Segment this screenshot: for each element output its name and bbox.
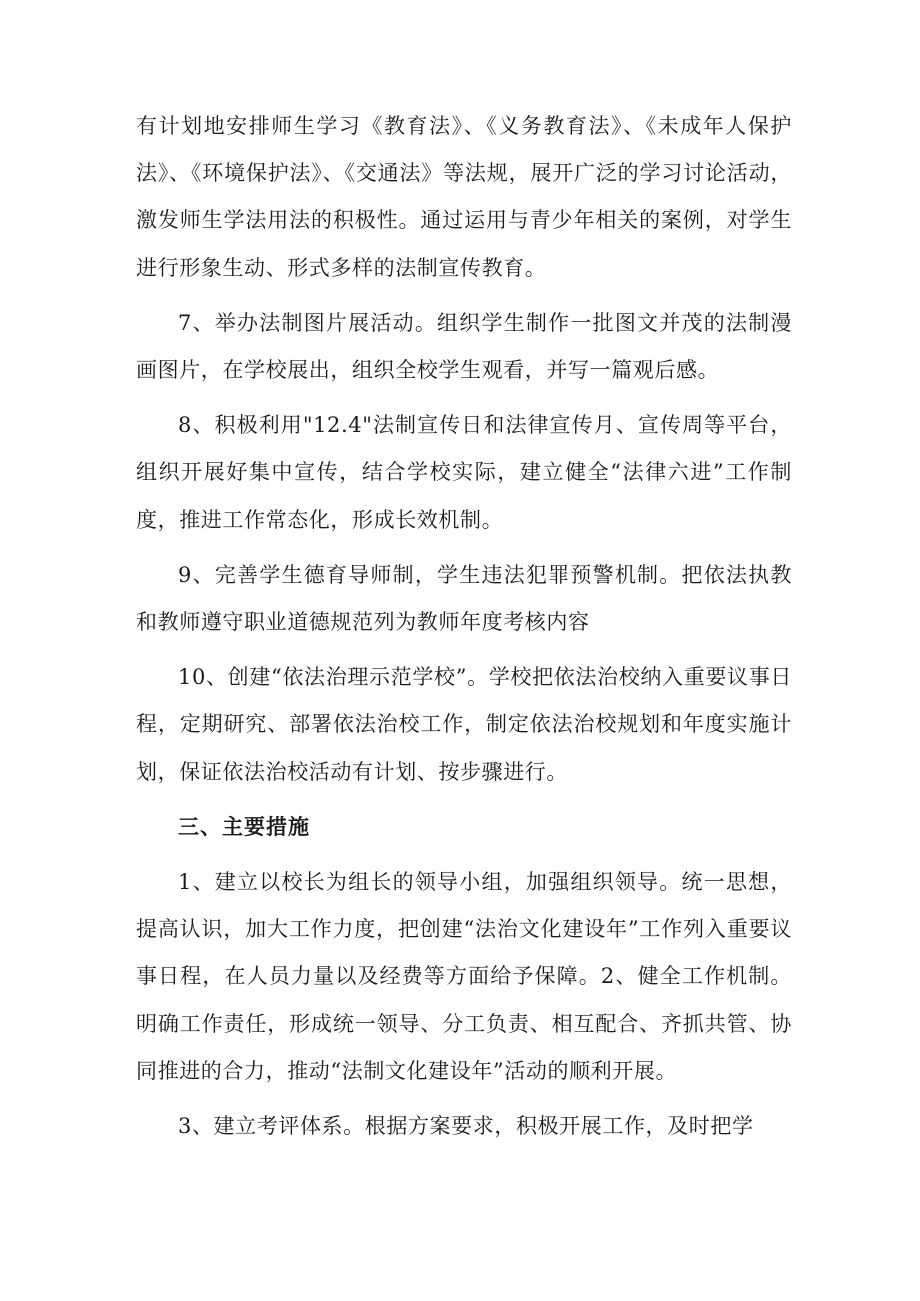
paragraph-item-10: 10、创建“依法治理示范学校”。学校把依法治校纳入重要议事日程，定期研究、部署依法治校工作，制定依法治校规划和年度实施计划，保证依法治校活动有计划、按步骤进行。: [136, 665, 792, 784]
paragraph-item-7: 7、举办法制图片展活动。组织学生制作一批图文并茂的法制漫画图片，在学校展出，组织全校学生观看，并写一篇观后感。: [136, 310, 792, 383]
paragraph-continuation: 有计划地安排师生学习《教育法》、《义务教育法》、《未成年人保护法》、《环境保护法》、《交通法》等法规，展开广泛的学习讨论活动，激发师生学法用法的积极性。通过运用与青少年相关的案例，对学生进行形象生动、形式多样的法制宣传教育。: [136, 114, 792, 280]
section-heading: 三、主要措施: [178, 814, 310, 839]
paragraph-measure-3: 3、建立考评体系。根据方案要求，积极开展工作，及时把学: [178, 1114, 754, 1139]
paragraph-item-8: 8、积极利用"12.4"法制宣传日和法律宣传月、宣传周等平台，组织开展好集中宣传，结合学校实际，建立健全“法律六进”工作制度，推进工作常态化，形成长效机制。: [136, 413, 792, 532]
document-body: [136, 103, 792, 1150]
paragraph-item-9: 9、完善学生德育导师制，学生违法犯罪预警机制。把依法执教和教师遵守职业道德规范列为教师年度考核内容: [136, 562, 792, 635]
paragraph-measure-1-2: 1、建立以校长为组长的领导小组，加强组织领导。统一思想，提高认识，加大工作力度，把创建“法治文化建设年”工作列入重要议事日程，在人员力量以及经费等方面给予保障。2、健全工作机制。明确工作责任，形成统一领导、分工负责、相互配合、齐抓共管、协同推进的合力，推动“法制文化建设年”活动的顺利开展。: [136, 870, 792, 1083]
